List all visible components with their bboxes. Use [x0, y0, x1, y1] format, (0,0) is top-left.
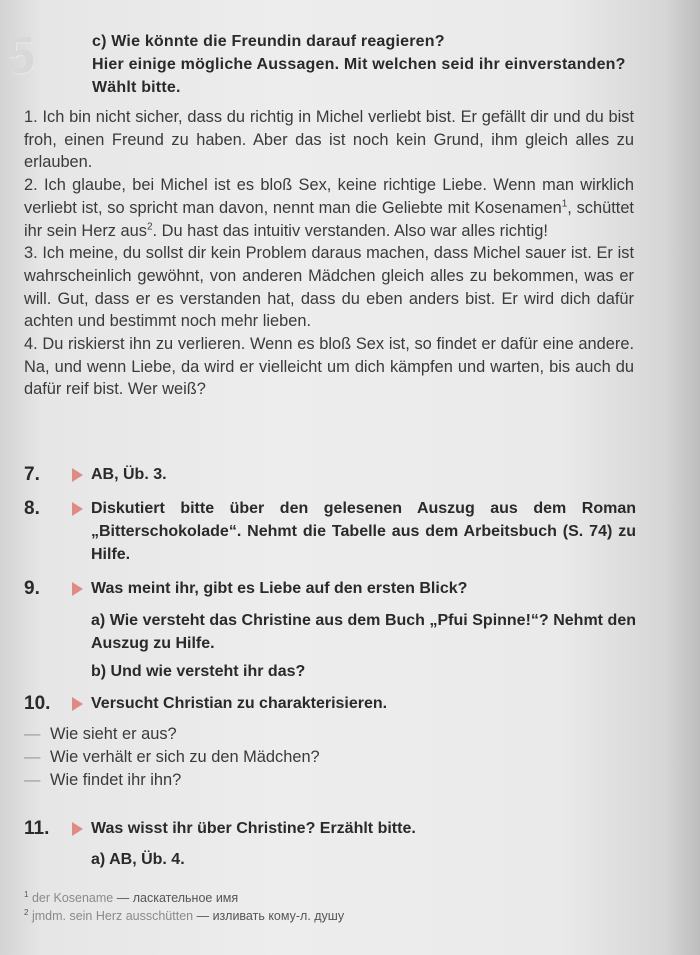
footnote-1: $^1$ der Kosename — ласкательное имя — [24, 889, 239, 905]
task-number: 9. — [24, 578, 40, 599]
task-9-sub-b: b) Und wie versteht ihr das? — [91, 663, 306, 680]
task-text: Diskutiert bitte über den gelesenen Auszug aus dem Roman „Bitterschokolade“. Nehmt die Tabelle aus dem Arbeitsbuch (S. 74) zu Hilfe. — [91, 500, 636, 563]
arrow-marker-icon — [72, 697, 83, 711]
task-number: 10. — [24, 693, 51, 714]
page-number: 5 — [6, 27, 35, 85]
task-number: 8. — [24, 498, 40, 519]
task-number: 7. — [24, 464, 40, 485]
arrow-marker-icon — [72, 582, 83, 596]
arrow-marker-icon — [72, 468, 83, 482]
statement-4: 4. Du riskierst ihn zu verlieren. Wenn es bloß Sex ist, so findet er dafür eine andere. Na, und wenn Liebe, da wird er vielleicht um dich kämpfen und warten, bis auch du dafür reif bist. Wer weiß? — [24, 335, 634, 399]
task-text: Was meint ihr, gibt es Liebe auf den ersten Blick? — [91, 580, 468, 597]
question-item: — Wie findet ihr ihn? — [24, 771, 182, 789]
arrow-marker-icon — [72, 822, 83, 836]
exercise-instruction — [92, 30, 637, 99]
instruction-text: Hier einige mögliche Aussagen. Mit welchen seid ihr einverstanden? Wählt bitte. — [92, 56, 626, 96]
statement-2: 2. Ich glaube, bei Michel ist es bloß Sex, keine richtige Liebe. Wenn man wirklich verliebt ist, so spricht man davon, nennt man die Geliebte mit Kosenamen$^1$, schüttet ihr sein Herz aus$^2$. Du hast das intuitiv verstanden. Also war alles richtig! — [24, 176, 634, 240]
task-text: Versucht Christian zu charakterisieren. — [91, 695, 388, 712]
question-item: — Wie sieht er aus? — [24, 725, 177, 743]
footnote-ref-1: 1 — [561, 198, 568, 210]
footnote-2: $^2$ jmdm. sein Herz ausschütten — изливать кому-л. душу — [24, 907, 345, 923]
arrow-marker-icon — [72, 502, 83, 516]
task-9-sub-a: a) Wie versteht das Christine aus dem Buch „Pfui Spinne!“? Nehmt den Auszug zu Hilfe. — [91, 612, 636, 652]
task-11-sub-a: a) AB, Üb. 4. — [91, 851, 185, 868]
instruction-question: c) Wie könnte die Freundin darauf reagieren? — [92, 33, 445, 50]
statement-1: 1. Ich bin nicht sicher, dass du richtig in Michel verliebt bist. Er gefällt dir und du bist froh, einen Freund zu haben. Aber das ist noch kein Grund, ihm gleich alles zu erlauben. — [24, 108, 634, 172]
task-text: AB, Üb. 3. — [91, 466, 167, 483]
task-number: 11. — [24, 818, 50, 839]
footnote-ref-2: 2 — [146, 221, 153, 233]
statements-text — [24, 106, 634, 401]
task-text: Was wisst ihr über Christine? Erzählt bitte. — [91, 820, 416, 837]
question-item: — Wie verhält er sich zu den Mädchen? — [24, 748, 320, 766]
statement-3: 3. Ich meine, du sollst dir kein Problem daraus machen, dass Michel sauer ist. Er ist wahrscheinlich gewöhnt, von anderen Mädchen gleich alles zu bekommen, was er will. Gut, dass er es verstanden hat, dass du eben anders bist. Er wird dich dafür achten und bestimmt noch mehr lieben. — [24, 244, 634, 331]
